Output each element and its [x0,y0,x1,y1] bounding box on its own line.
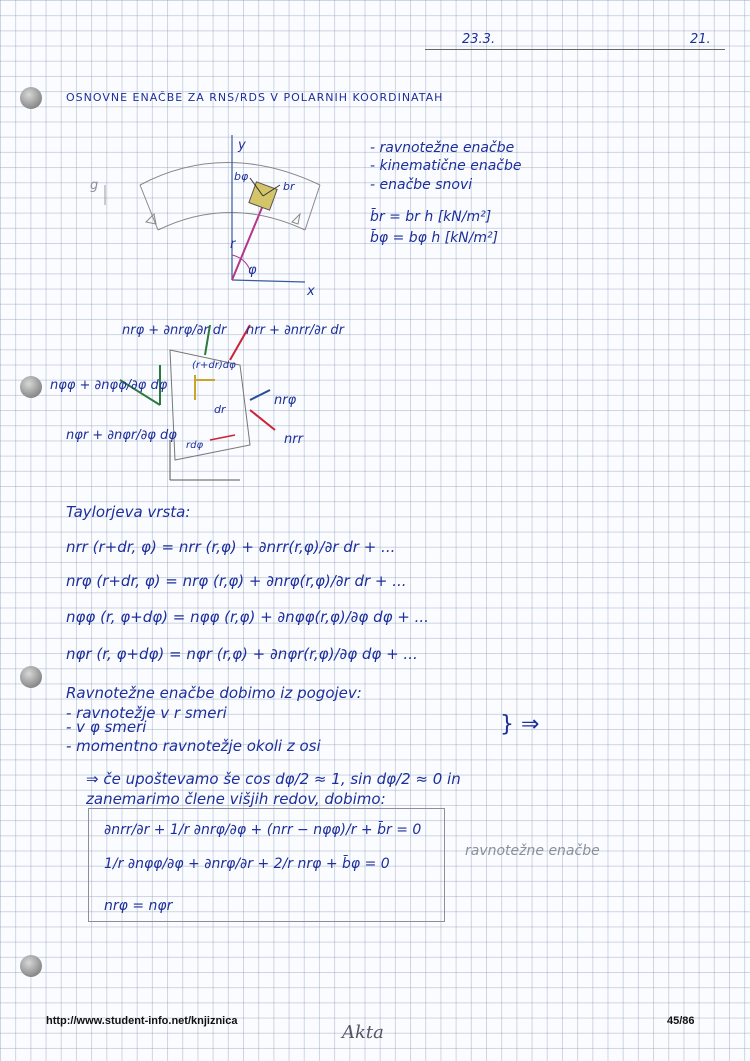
taylor-line-3: nφφ (r, φ+dφ) = nφφ (r,φ) + ∂nφφ(r,φ)/∂φ dφ + ... [66,608,429,626]
polar-element-diagram [80,130,340,300]
punch-hole-4 [20,955,42,977]
right-force-label: nrφ [274,393,297,408]
equilibrium-eq-3: nrφ = nφr [104,898,173,914]
phi-label: φ [248,263,257,278]
equation-type-2: - kinematične enačbe [370,158,522,174]
punch-hole-2 [20,376,42,398]
condition-1: - ravnotežje v r smeri [66,704,227,722]
bottom-left-force-label: nφr + ∂nφr/∂φ dφ [66,428,177,443]
punch-hole-3 [20,666,42,688]
bphi-definition: b̄φ = bφ h [kN/m²] [370,230,499,246]
taylor-line-2: nrφ (r+dr, φ) = nrφ (r,φ) + ∂nrφ(r,φ)/∂r dr + ... [66,572,407,590]
equation-type-1: - ravnotežne enačbe [370,140,515,156]
axis-x-label: x [307,284,315,299]
dr-label: dr [214,403,226,416]
footer-url[interactable]: http://www.student-info.net/knjiznica [46,1015,238,1027]
punch-hole-1 [20,87,42,109]
brand-logo: Akta [342,1022,384,1043]
taylor-line-1: nrr (r+dr, φ) = nrr (r,φ) + ∂nrr(r,φ)/∂r dr + ... [66,538,396,556]
boxed-side-label: ravnotežne enačbe [465,843,600,859]
conditions-brace-arrow: } ⇒ [500,712,540,737]
header-rule [425,49,725,50]
equation-type-3: - enačbe snovi [370,177,473,193]
taylor-line-4: nφr (r, φ+dφ) = nφr (r,φ) + ∂nφr(r,φ)/∂φ dφ + ... [66,645,418,663]
lower-right-force-label: nrr [284,432,303,447]
bphi-label: bφ [234,170,249,183]
header-date: 23.3. [462,32,496,47]
r-label: r [230,237,236,252]
br-label: br [283,180,295,193]
equilibrium-eq-2: 1/r ∂nφφ/∂φ + ∂nrφ/∂r + 2/r nrφ + b̄φ = 0 [104,856,390,872]
condition-3: - momentno ravnotežje okoli z osi [66,737,321,755]
conclusion-line-1: ⇒ če upoštevamo še cos dφ/2 ≈ 1, sin dφ/2 ≈ 0 in [86,770,461,788]
page-title: OSNOVNE ENAČBE ZA RNS/RDS V POLARNIH KOORDINATAH [66,91,444,104]
top-right-force-label: nrr + ∂nrr/∂r dr [246,323,344,338]
br-definition: b̄r = br h [kN/m²] [370,209,492,225]
equilibrium-eq-1: ∂nrr/∂r + 1/r ∂nrφ/∂φ + (nrr − nφφ)/r + b̄r = 0 [104,822,422,838]
left-force-label: nφφ + ∂nφφ/∂φ dφ [50,378,168,393]
gravity-label: g [90,178,99,193]
axis-y-label: y [238,138,246,153]
rdphi-label: rdφ [186,440,204,451]
top-force-label: nrφ + ∂nrφ/∂r dr [122,323,227,338]
header-page-number: 21. [690,32,711,47]
r-dr-dphi-label: (r+dr)dφ [192,360,236,371]
footer-page: 45/86 [667,1015,695,1027]
conclusion-line-2: zanemarimo člene višjih redov, dobimo: [86,790,386,808]
conditions-heading: Ravnotežne enačbe dobimo iz pogojev: [66,684,362,702]
taylor-heading: Taylorjeva vrsta: [66,503,191,521]
condition-2: - v φ smeri [66,718,147,736]
